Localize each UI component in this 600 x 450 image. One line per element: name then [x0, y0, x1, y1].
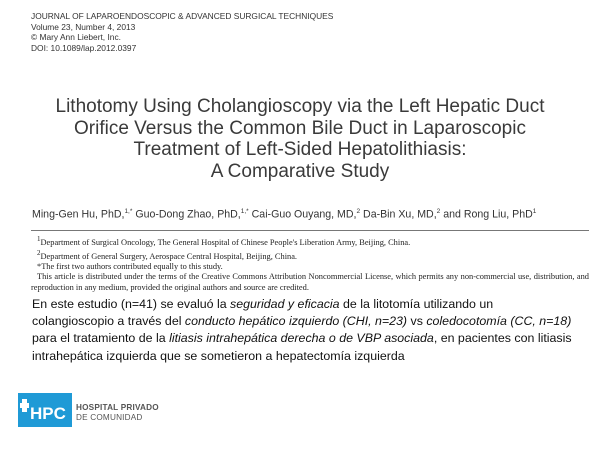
logo-line-1: HOSPITAL PRIVADO: [76, 403, 159, 412]
author-name: Cai-Guo Ouyang, MD,: [251, 208, 357, 221]
journal-name: JOURNAL OF LAPAROENDOSCOPIC & ADVANCED SURGICAL TECHNIQUES: [31, 11, 334, 21]
journal-copyright: © Mary Ann Liebert, Inc.: [31, 32, 121, 43]
journal-doi: DOI: 10.1089/lap.2012.0397: [31, 42, 137, 53]
affiliation-2: $^2$Department of General Surgery, Aerospace Central Hospital, Beijing, China.: [37, 249, 298, 261]
author-list: [32, 208, 592, 221]
title-line: Lithotomy Using Cholangioscopy via the Left Hepatic Duct: [55, 96, 545, 117]
journal-volume: Volume 23, Number 4, 2013: [31, 21, 136, 32]
author-affiliation-mark: 2: [436, 208, 441, 215]
summary-emphasis: litiasis intrahepática derecha o de VBP asociada: [169, 331, 434, 346]
logo-line-2: DE COMUNIDAD: [76, 413, 143, 422]
affiliation-1: $^1$Department of Surgical Oncology, The General Hospital of Chinese People's Liberation Army, Beijing, China.: [37, 235, 411, 247]
summary-emphasis: coledocotomía (CC, n=18): [426, 314, 572, 329]
hospital-logo: [18, 391, 238, 431]
affiliations: [31, 234, 589, 293]
logo-mark-text: HPC: [30, 404, 66, 423]
author-name: Guo-Dong Zhao, PhD,: [135, 208, 241, 221]
summary-span: vs: [407, 314, 427, 329]
author-affiliation-mark: 1,*: [240, 208, 249, 215]
summary-text: [32, 296, 577, 365]
equal-contribution-note: *The first two authors contributed equally to this study.: [37, 262, 223, 272]
title-line: Orifice Versus the Common Bile Duct in Laparoscopic: [74, 117, 526, 139]
author-name: Ming-Gen Hu, PhD,: [32, 208, 125, 221]
author-affiliation-mark: 2: [356, 208, 361, 215]
author-affiliation-mark: 1,*: [124, 208, 133, 215]
title-line: Treatment of Left-Sided Hepatolithiasis:: [133, 139, 467, 160]
hpc-logo-icon: [18, 391, 72, 429]
license-note: This article is distributed under the terms of the Creative Commons Attribution Noncommercial License, which permits any non-commercial use, distribution, and reproduction in any medium, provided the original authors and source are credited.: [31, 272, 589, 292]
summary-span: para el tratamiento de la: [32, 331, 170, 346]
journal-header: [31, 11, 591, 53]
summary-span: de la litotomía utilizando un colangioscopio a través del: [32, 297, 494, 329]
title-line: A Comparative Study: [210, 160, 390, 182]
divider: [31, 230, 589, 231]
summary-emphasis: conducto hepático izquierdo (CHI, n=23): [184, 314, 408, 329]
article-title: [20, 96, 580, 182]
summary-span: En este estudio (n=41) se evaluó la: [32, 297, 231, 311]
summary-emphasis: seguridad y eficacia: [230, 297, 340, 311]
logo-wordmark: [76, 403, 159, 423]
author-name: and Rong Liu, PhD: [443, 208, 533, 221]
affiliation-text: Department of General Surgery, Aerospace Central Hospital, Beijing, China.: [40, 251, 298, 261]
author-name: Da-Bin Xu, MD,: [363, 208, 437, 221]
affiliation-text: Department of Surgical Oncology, The General Hospital of Chinese People's Liberation Army, Beijing, China.: [40, 237, 411, 247]
author-affiliation-mark: 1: [532, 208, 537, 215]
summary-span: , en pacientes con litiasis intrahepática izquierda que se sometieron a hepatectomía izquierda: [32, 331, 572, 363]
